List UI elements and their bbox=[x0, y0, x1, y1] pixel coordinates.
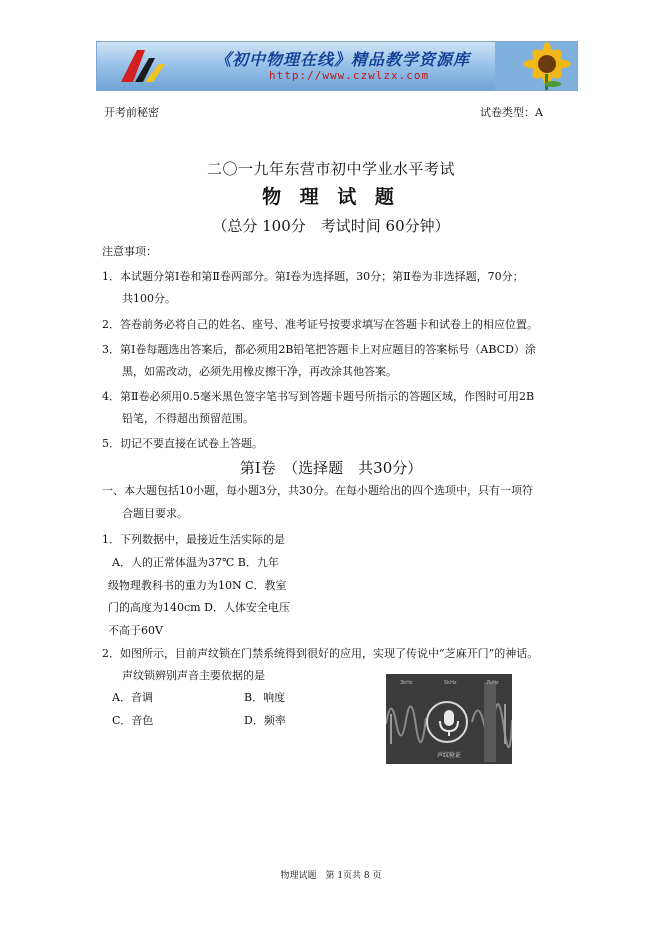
site-banner bbox=[96, 41, 578, 91]
note-3-cont: 黑，如需改动，必须先用橡皮擦干净，再改涂其他答案。 bbox=[122, 365, 397, 378]
voiceprint-lock-figure bbox=[386, 674, 512, 764]
score-time-info: （总分 100分 考试时间 60分钟） bbox=[212, 217, 450, 235]
option-b: B．响度 bbox=[244, 691, 286, 704]
question-1-line-4: 不高于60V bbox=[108, 624, 163, 637]
notes-heading: 注意事项： bbox=[102, 245, 157, 258]
banner-title: 《初中物理在线》精品教学资源库 bbox=[215, 50, 471, 69]
question-1-line-1: A．人的正常体温为37℃ B．九年 bbox=[112, 556, 279, 569]
figure-caption: 声纹验证 bbox=[436, 752, 461, 759]
note-1-cont: 共100分。 bbox=[122, 292, 176, 305]
part1-instruction-cont: 合题目要求。 bbox=[122, 507, 188, 520]
freq-label-mid: 5kHz bbox=[444, 680, 457, 686]
note-2: 2．答卷前务必将自己的姓名、座号、准考证号按要求填写在答题卡和试卷上的相应位置。 bbox=[102, 318, 538, 331]
subject-title: 物 理 试 题 bbox=[262, 186, 400, 208]
section-title: 第Ⅰ卷 （选择题 共30分） bbox=[239, 459, 423, 477]
page-footer: 物理试题 第 1页共 8 页 bbox=[280, 871, 382, 881]
option-d: D．频率 bbox=[244, 714, 286, 727]
question-1-stem: 1．下列数据中，最接近生活实际的是 bbox=[102, 533, 285, 546]
question-1-line-2: 级物理教科书的重力为10N C．教室 bbox=[108, 579, 287, 592]
question-1-line-3: 门的高度为140cm D．人体安全电压 bbox=[108, 601, 290, 614]
sunflower-icon bbox=[495, 42, 577, 90]
freq-label-right: 7kHz bbox=[486, 680, 499, 686]
note-4: 4．第Ⅱ卷必须用0.5毫米黑色签字笔书写到答题卡题号所指示的答题区域，作图时可用2B bbox=[102, 390, 535, 403]
option-a: A．音调 bbox=[112, 691, 153, 704]
part1-instruction: 一、本大题包括10小题，每小题3分，共30分。在每小题给出的四个选项中，只有一项符 bbox=[102, 484, 533, 497]
question-2-stem: 2．如图所示，目前声纹锁在门禁系统得到很好的应用，实现了传说中“芝麻开门”的神话。 bbox=[102, 647, 539, 660]
question-2-stem-cont: 声纹锁辨别声音主要依据的是 bbox=[122, 669, 265, 682]
freq-label-left: 3kHz bbox=[400, 680, 413, 686]
note-3: 3．第Ⅰ卷每题选出答案后，都必须用2B铅笔把答题卡上对应题目的答案标号（ABCD）涂 bbox=[102, 343, 536, 356]
note-5: 5．切记不要直接在试卷上答题。 bbox=[102, 437, 263, 450]
microphone-icon bbox=[437, 708, 461, 738]
confidential-label: 开考前秘密 bbox=[104, 106, 159, 119]
note-1: 1．本试题分第Ⅰ卷和第Ⅱ卷两部分。第Ⅰ卷为选择题，30分；第Ⅱ卷为非选择题，70分； bbox=[102, 270, 524, 283]
banner-url[interactable]: http://www.czwlzx.com bbox=[269, 69, 430, 82]
site-logo-icon bbox=[115, 44, 169, 88]
exam-title: 二〇一九年东营市初中学业水平考试 bbox=[206, 160, 455, 178]
note-4-cont: 铅笔，不得超出预留范围。 bbox=[122, 412, 254, 425]
option-c: C．音色 bbox=[112, 714, 154, 727]
paper-type-label: 试卷类型：A bbox=[480, 106, 543, 119]
